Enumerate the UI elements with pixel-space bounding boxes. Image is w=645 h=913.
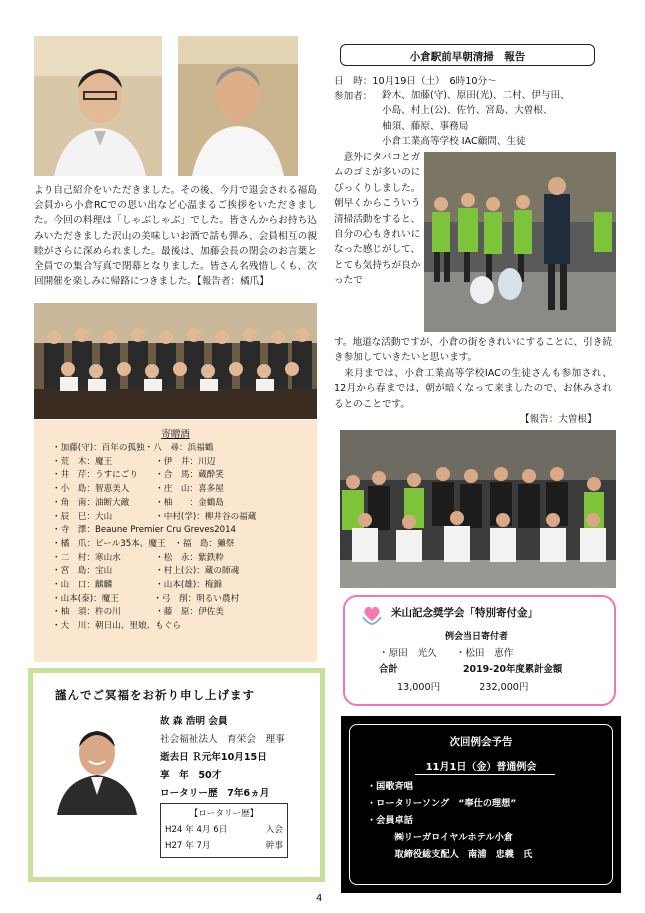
- report-reporter: 【報告：大曽根】: [520, 414, 597, 425]
- report-title-box: [340, 44, 595, 66]
- sake-item: ・山本(泰)：魔王 ・弓 削：明るい農村: [52, 593, 240, 604]
- next-meeting-agenda: [367, 778, 617, 863]
- fund-amounts: [397, 679, 529, 693]
- report-date: 日 時：10月19日（土） 6時10分～: [334, 76, 497, 87]
- sake-item: ・二 村：寒山水 ・松 永：紫鉄粋: [52, 552, 224, 563]
- fund-title: 米山記念奨学会「特別寄付金」: [391, 607, 538, 619]
- report-participants-label: 参加者：: [334, 91, 373, 102]
- next-meeting-date: 11月1日（金）普通例会: [425, 762, 537, 773]
- donated-sake-list: [52, 442, 314, 634]
- fund-total-label: 合計: [379, 664, 398, 675]
- sake-item: ・辰 巳：大山 ・中村(学)：柳井谷の福蔵: [52, 511, 257, 522]
- sake-item: ・寺 澤：Beaune Premier Cru Greves2014: [52, 525, 237, 536]
- page-number: 4: [316, 893, 323, 904]
- fund-total: 13,000円: [397, 682, 441, 693]
- agenda-item: ・会員卓話: [367, 815, 413, 826]
- memorial-notice: [28, 668, 325, 882]
- heart-hands-icon: [361, 603, 383, 625]
- report-body-part2: す。地道な活動ですが、小倉の街をきれいにすることに、引き続き参加していきたいと思います。 来月までは、小倉工業高等学校IACの生徒さんも参加され、12月から春までは、朝が暗くなって来ましたので、お休みされるとのことです。: [334, 337, 612, 410]
- yoneyama-fund-box: [343, 595, 616, 706]
- fund-donors: ・原田 光久 ・松田 恵作: [379, 648, 514, 659]
- fund-labels: [379, 661, 562, 675]
- fund-subtitle: 例会当日寄付者: [445, 632, 509, 642]
- sake-item: ・山 口：麒麟 ・山本(雄)：梅錦: [52, 580, 222, 591]
- fund-cumulative-label: 2019-20年度累計金額: [463, 664, 563, 675]
- agenda-item: ・ロータリーソング “奉仕の理想”: [367, 798, 517, 809]
- speaker-photo-1: [34, 36, 162, 176]
- fund-cumulative: 232,000円: [479, 682, 529, 693]
- sake-item: ・大 川：朝日山、里娘、もぐら: [52, 621, 181, 632]
- memorial-portrait: [53, 715, 141, 815]
- memorial-name: 故 森 浩明 会員: [160, 716, 228, 727]
- cleanup-photo: [424, 152, 616, 332]
- agenda-item: ㈱リーガロイヤルホテル小倉: [367, 832, 513, 843]
- agenda-item: 取締役総支配人 南浦 忠義 氏: [367, 849, 533, 860]
- sake-item: ・井 芹：うすにごり ・合 馬：蔵酔笑: [52, 470, 224, 481]
- speaker-photo-2: [178, 36, 298, 176]
- next-meeting-title: 次回例会予告: [449, 736, 513, 748]
- sake-item: ・宮 島：宝山 ・村上(公)：蔵の師魂: [52, 566, 240, 577]
- memorial-heading: 謹んでご冥福をお祈り申し上げます: [55, 688, 255, 702]
- memorial-organization: 社会福祉法人 育栄会 理事: [160, 734, 285, 745]
- memorial-death-date: 逝去日 Ｒ元年10月15日: [160, 752, 267, 763]
- donated-sake-title: 寄贈酒: [161, 429, 190, 440]
- report-title: 小倉駅前早朝清掃 報告: [409, 51, 526, 63]
- donated-sake-box: [34, 420, 317, 662]
- report-body-part1: 意外にタバコとガムのゴミが多いのにびっくりしました。朝早くからこういう清掃活動をすると、自分の心もきれいになった感じがして、とても気持ちが良かったで: [334, 152, 421, 287]
- sake-item: ・角 南：油断大敵 ・柚 ：金鶴島: [52, 497, 224, 508]
- sake-item: ・荒 木：魔王 ・伊 井：川辺: [52, 456, 216, 467]
- sake-item: ・小 島：智恵美人 ・庄 山：喜多屋: [52, 484, 224, 495]
- memorial-rotary-tenure: ロータリー歴 7年6ヵ月: [160, 788, 270, 799]
- memorial-history-row: H24 年 4月 6日 入会: [165, 825, 283, 835]
- next-meeting-date-underline: [415, 774, 555, 775]
- intro-paragraph: より自己紹介をいただきました。その後、今月で退会される福島会員から小倉RCでの思い出など心温まるご挨拶をいただきました。今回の料理は「しゃぶしゃぶ」でした。皆さんからお持ち込みいただきました沢山の美味しいお酒で話も弾み、会員相互の親睦がさらに深められました。最後は、加藤会長の閉会のお言葉と全員での集合写真で閉幕となりました。皆さん名残惜しくも、次回開催を楽しみに帰路につきました。【報告者：橘爪】: [34, 185, 317, 288]
- memorial-history-box: [160, 803, 288, 858]
- cleanup-group-photo: [340, 430, 616, 588]
- memorial-age: 享 年 50才: [160, 770, 222, 781]
- memorial-history-row: H27 年 7月 幹事: [165, 841, 283, 851]
- sake-item: ・橘 爪：ビール35本、魔王 ・福 島：獺祭: [52, 538, 235, 549]
- memorial-history-title: 【ロータリー歴】: [189, 809, 259, 819]
- next-meeting-box: [341, 716, 621, 893]
- sake-item: ・柚 須：杵の川 ・藤 原：伊佐美: [52, 607, 224, 618]
- report-participants: 鈴木、加藤(守)、原田(光)、二村、伊与田、 小島、村上(公)、佐竹、宮島、大曽根、 柚須、藤原、事務局 小倉工業高等学校 IAC顧問、生徒: [382, 90, 570, 148]
- sake-item: ・加藤(守)：百年の孤独・八 尋：浜福鶴: [52, 443, 214, 453]
- group-dinner-photo: [34, 303, 317, 419]
- agenda-item: ・国歌斉唱: [367, 781, 413, 792]
